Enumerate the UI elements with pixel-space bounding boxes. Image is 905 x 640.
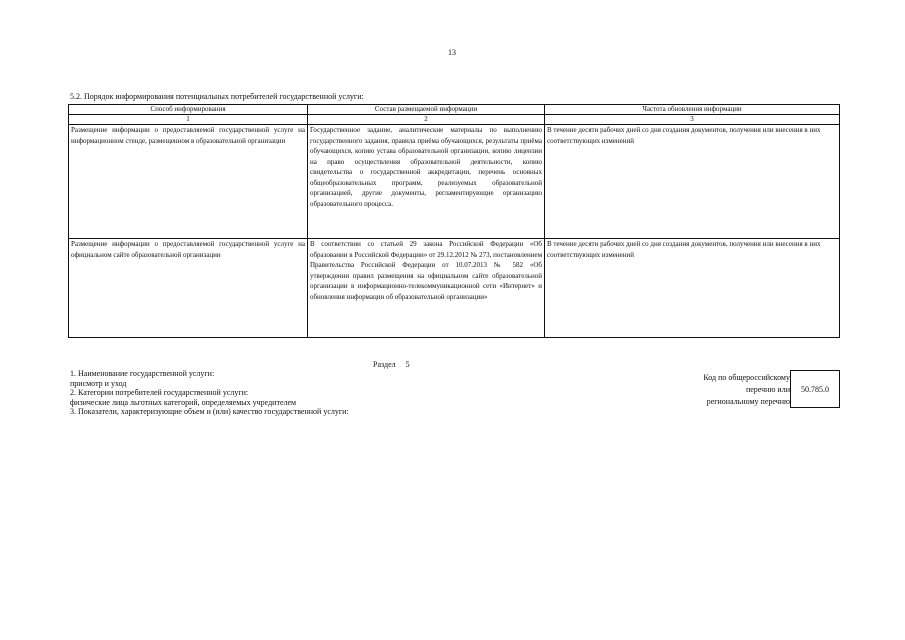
code-label-line: Код по общероссийскому bbox=[703, 373, 790, 382]
code-label-line: региональному перечню bbox=[706, 397, 790, 406]
code-value: 50.785.0 bbox=[801, 384, 829, 394]
section-heading: 5.2. Порядок информирования потенциальных потребителей государственной услуги: bbox=[70, 92, 364, 101]
column-number-2: 2 bbox=[308, 115, 545, 125]
cell-frequency: В течение десяти рабочих дней со дня создания документов, получения или внесения в них соответствующих изменений bbox=[545, 125, 840, 239]
cell-frequency: В течение десяти рабочих дней со дня создания документов, получения или внесения в них соответствующих изменений bbox=[545, 239, 840, 338]
code-value-box bbox=[790, 370, 840, 408]
column-number-row bbox=[69, 115, 840, 125]
page-number: 13 bbox=[448, 48, 456, 57]
cell-content: В соответствии со статьей 29 закона Российской Федерации «Об образовании в Российской Федерации» от 29.12.2012 № 273, постановлением Правительства Российской Федерации от 10.07.2013 № 582 «Об утверждении правил размещения на официальном сайте образовательной организации в информационно-телекоммуникационной сети «Интернет» и обновления информации об образовательной организации» bbox=[308, 239, 545, 338]
section-title bbox=[373, 360, 410, 369]
service-description bbox=[70, 369, 349, 417]
section-number: 5 bbox=[405, 360, 410, 369]
column-number-1: 1 bbox=[69, 115, 308, 125]
header-frequency: Частота обновления информации bbox=[545, 105, 840, 115]
code-label bbox=[640, 372, 790, 408]
indicators-label: 3. Показатели, характеризующие объем и (или) качество государственной услуги: bbox=[70, 407, 349, 417]
table-row bbox=[69, 125, 840, 239]
header-content: Состав размещаемой информации bbox=[308, 105, 545, 115]
cell-content: Государственное задание, аналитические материалы по выполнению государственного задания, правила приёма обучающихся, результаты приёма обучающихся, копию устава образовательной организации, копию лицензии на право осуществления образовательной деятельности, копию свидетельства о государственной аккредитации, перечень основных общеобразовательных программ, реализуемых образовательной организацией, другие документы, регламентирующие организацию образовательного процесса. bbox=[308, 125, 545, 239]
column-number-3: 3 bbox=[545, 115, 840, 125]
table-row bbox=[69, 239, 840, 338]
consumer-category-label: 2. Категории потребителей государственной услуги: bbox=[70, 388, 249, 398]
section-label: Раздел bbox=[373, 360, 396, 369]
service-name-value: присмотр и уход bbox=[70, 378, 127, 388]
consumer-category-value: физические лица льготных категорий, определяемых учредителем bbox=[70, 397, 297, 407]
service-name-label: 1. Наименование государственной услуги: bbox=[70, 369, 215, 378]
cell-method: Размещение информации о предоставляемой государственной услуге на официальном сайте образовательной организации bbox=[69, 239, 308, 338]
code-label-line: перечню или bbox=[745, 385, 790, 394]
header-method: Способ информирования bbox=[69, 105, 308, 115]
cell-method: Размещение информации о предоставляемой государственной услуге на информационном стенде, размещенном в образовательной организации bbox=[69, 125, 308, 239]
table-header-row bbox=[69, 105, 840, 115]
information-table bbox=[68, 104, 840, 338]
